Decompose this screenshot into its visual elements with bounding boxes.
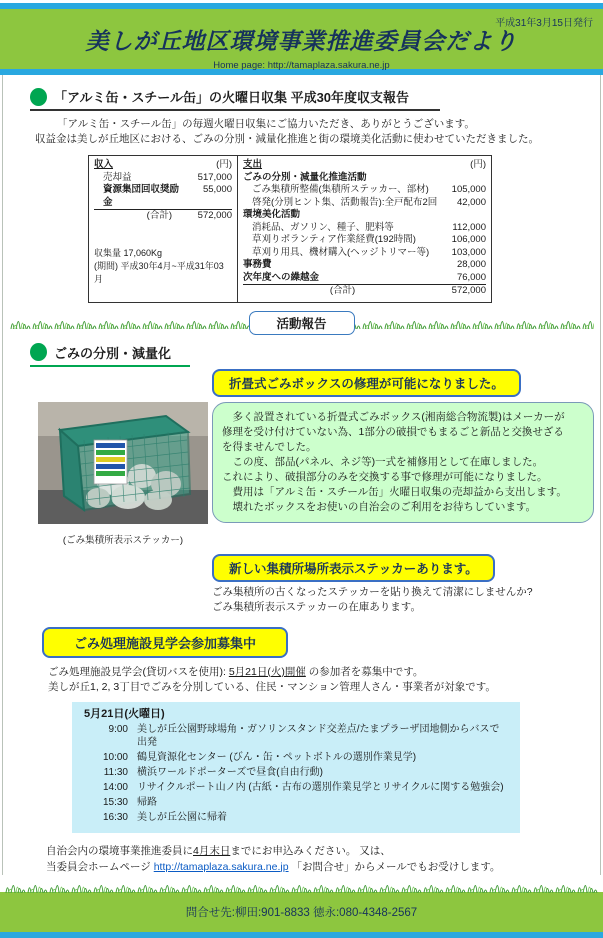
grass-decoration-icon <box>4 883 599 893</box>
grass-divider <box>3 316 600 331</box>
contact-info: 問合せ先:柳田:901-8833 徳永:080-4348-2567 <box>185 906 418 919</box>
table-row: 草刈り用具、機材購入(ヘッジトリマー等) 103,000 <box>252 246 486 258</box>
table-row: ごみの分別・減量化推進活動 <box>243 171 367 183</box>
expense-unit: (円) <box>470 159 486 170</box>
newsletter-title: 美しが丘地区環境事業推進委員会だより <box>85 28 518 54</box>
green-bullet-icon <box>30 88 47 106</box>
budget-table <box>88 155 492 303</box>
footer <box>0 883 603 938</box>
activity-report-badge: 活動報告 <box>248 311 354 335</box>
income-total-row: (合計) 572,000 <box>146 210 232 221</box>
expense-column <box>238 156 491 302</box>
tour-date-underlined: 5月21日(火)開催 <box>228 665 306 678</box>
repair-info-box <box>212 402 594 523</box>
finance-section-title: 「アルミ缶・スチール缶」の火曜日収集 平成30年度収支報告 <box>54 90 410 105</box>
table-row: 環境美化活動 <box>243 209 301 220</box>
apply-line1: 自治会内の環境事業推進委員に4月末日までにお申込みください。 又は、 <box>46 844 391 857</box>
repair-highlight-box: 折畳式ごみボックスの修理が可能になりました。 <box>212 369 521 397</box>
schedule-box <box>72 702 520 833</box>
repair-line: 費用は「アルミ缶・スチール缶」火曜日収集の売却益から支出します。 <box>222 485 567 498</box>
masthead <box>0 3 603 75</box>
table-row: ごみ集積所整備(集積所ステッカー、部材) 105,000 <box>252 184 486 195</box>
recycle-section-heading <box>30 343 190 367</box>
homepage-url: Home page: http://tamaplaza.sakura.ne.jp <box>213 60 390 71</box>
apply-deadline-underlined: 4月末日 <box>193 844 231 857</box>
repair-line: を得ませんでした。 <box>222 440 317 453</box>
collection-meta <box>94 247 232 286</box>
expense-header-row <box>243 159 486 172</box>
finance-intro-line1: 「アルミ缶・スチール缶」の毎週火曜日収集にご協力いただき、ありがとうございます。 <box>57 118 475 130</box>
garbage-box-photo <box>38 402 208 524</box>
income-header-row <box>94 159 232 172</box>
photo-and-info-row <box>3 402 600 546</box>
schedule-item: 15:30 帰路 <box>102 796 157 808</box>
sticker-line2: ごみ集積所表示ステッカーの在庫あります。 <box>212 600 421 613</box>
finance-intro-line2: 収益金は美しが丘地区における、ごみの分別・減量化推進と街の環境美化活動に使わせていただきました。 <box>35 133 539 145</box>
table-row: 資源集団回収奨励金 55,000 <box>94 184 232 210</box>
schedule-item: 11:30 横浜ワールドポーターズで昼食(自由行動) <box>103 766 323 778</box>
recycle-section-title: ごみの分別・減量化 <box>54 345 172 361</box>
schedule-item: 10:00 鶴見資源化センター (びん・缶・ペットボトルの選別作業見学) <box>102 751 417 763</box>
schedule-item: 9:00 美しが丘公園野球場角・ガソリンスタンド交差点/たまプラーザ団地側からバスで出発 <box>108 723 500 748</box>
schedule-item: 14:00 リサイクルポート山ノ内 (古紙・古布の選別作業見学とリサイクルに関する勉強会) <box>102 781 504 793</box>
tour-highlight-box: ごみ処理施設見学会参加募集中 <box>42 627 288 658</box>
footer-contact-bar <box>0 892 603 932</box>
tour-intro-line1: ごみ処理施設見学会(貸切バスを使用): 5月21日(火)開催 の参加者を募集中です。 <box>48 665 424 678</box>
income-header: 収入 <box>94 159 114 170</box>
finance-intro <box>35 117 600 147</box>
table-row: 草刈りボランティア作業経費(192時間) 106,000 <box>252 234 486 245</box>
repair-line: 修理を受け付けていない為、1部分の破損でもまるごと新品と交換せざる <box>222 425 564 438</box>
table-row: 売却益 517,000 <box>103 171 232 183</box>
table-row: 啓発(分別ヒント集、活動報告):全戸配布2回 42,000 <box>252 196 486 208</box>
issue-date: 平成31年3月15日発行 <box>495 18 593 29</box>
masthead-body <box>0 9 603 69</box>
collection-period: (期間) 平成30年4月~平成31年03月 <box>94 260 224 284</box>
repair-line: この度、部品(パネル、ネジ等)一式を補修用として在庫しました。 <box>222 455 544 468</box>
apply-instructions <box>46 843 600 875</box>
content-area <box>2 75 601 875</box>
newsletter-page <box>0 3 603 919</box>
table-row: 消耗品、ガソリン、種子、肥料等 112,000 <box>252 221 486 233</box>
sticker-text <box>212 585 600 615</box>
photo-column <box>38 402 208 546</box>
expense-header: 支出 <box>243 159 263 170</box>
repair-line: 多く設置されている折畳式ごみボックス(湘南総合物流製)はメーカーが <box>222 410 565 423</box>
tour-intro <box>48 665 600 695</box>
schedule-date: 5月21日(火曜日) <box>84 707 165 720</box>
tour-intro-line2: 美しが丘1, 2, 3丁目でごみを分別している、住民・マンション管理人さん・事業者が対象です。 <box>48 680 496 693</box>
photo-caption: (ごみ集積所表示ステッカー) <box>62 534 184 546</box>
repair-line: これにより、破損部分のみを交換する事で修理が可能になりました。 <box>222 470 548 483</box>
footer-bottom-bar <box>0 932 603 938</box>
table-row: 次年度への繰越金 76,000 <box>243 272 486 286</box>
table-row: 事務費 28,000 <box>243 259 486 270</box>
sticker-line1: ごみ集積所の古くなったステッカーを貼り換えて清潔にしませんか? <box>212 585 533 598</box>
income-column <box>89 156 238 302</box>
sticker-highlight-box: 新しい集積所場所表示ステッカーあります。 <box>212 554 495 582</box>
expense-total-row: (合計) 572,000 <box>329 285 486 296</box>
finance-section-heading <box>30 87 440 111</box>
repair-line: 壊れたボックスをお使いの自治会のご利用をお待ちしています。 <box>222 500 537 513</box>
collection-amount: 収集量 17,060Kg <box>94 247 163 258</box>
schedule-item: 16:30 美しが丘公園に帰着 <box>102 811 227 823</box>
green-bullet-icon <box>30 343 47 361</box>
income-unit: (円) <box>216 159 232 170</box>
homepage-link[interactable]: http://tamaplaza.sakura.ne.jp <box>153 860 289 873</box>
apply-line2: 当委員会ホームページ http://tamaplaza.sakura.ne.jp 「お問合せ」からメールでもお受けします。 <box>46 860 501 873</box>
